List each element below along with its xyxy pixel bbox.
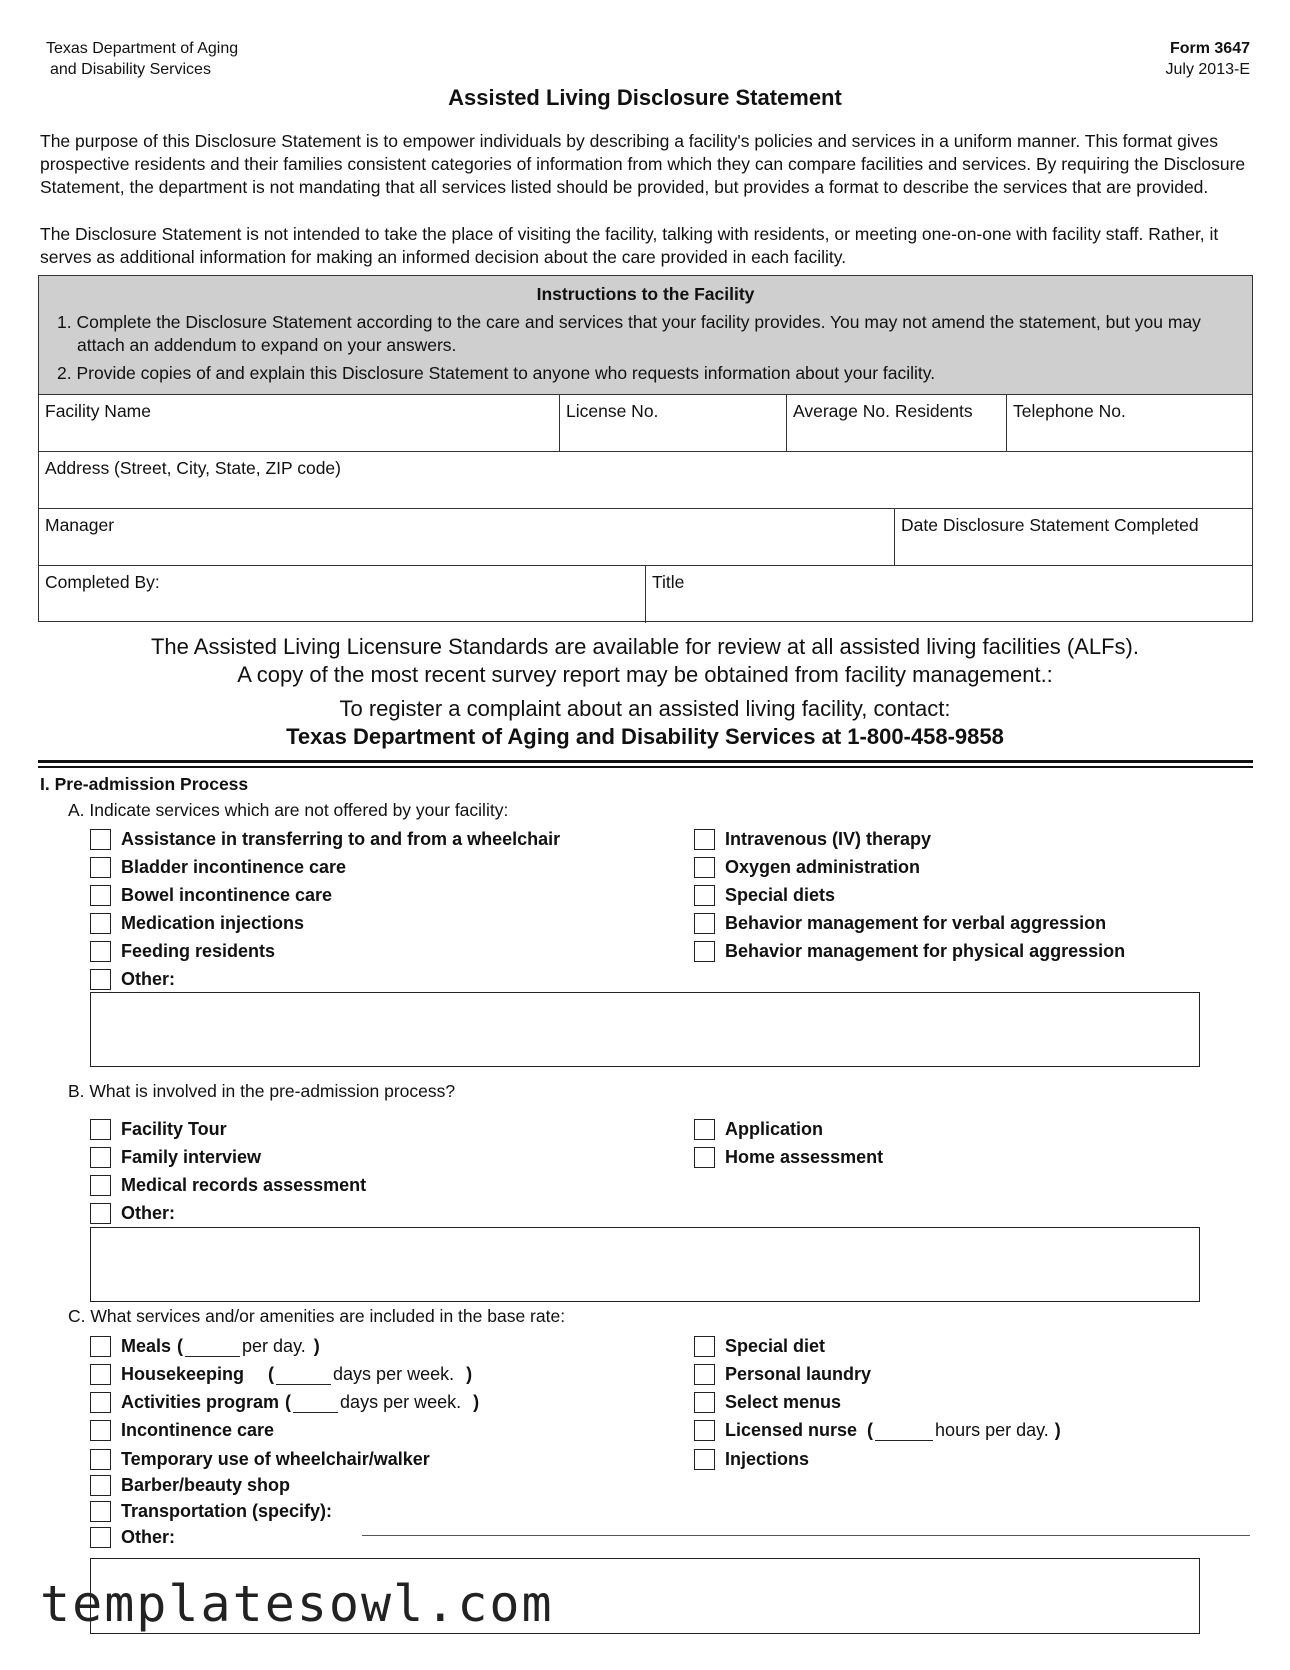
checkbox[interactable] (694, 1392, 715, 1413)
transportation-specify-line[interactable] (362, 1535, 1250, 1536)
option-label: Special diets (725, 884, 836, 905)
question-c: C. What services and/or amenities are included in the base rate: (68, 1306, 566, 1326)
checkbox[interactable] (694, 1449, 715, 1470)
option-label: Meals (121, 1335, 172, 1356)
option-label: Other: (121, 968, 175, 989)
option-licensed-nurse[interactable]: Licensed nurse ( hours per day. ) (694, 1418, 1061, 1442)
facility-row-4 (39, 566, 1252, 623)
manager-field[interactable] (39, 509, 894, 565)
checkbox[interactable] (694, 1147, 715, 1168)
checkbox[interactable] (90, 1392, 111, 1413)
intro-paragraph-1: The purpose of this Disclosure Statement is to empower individuals by describing a facility's policies and services in a uniform manner. This format gives prospective residents and their families consistent categories of information from which they can compare facilities and services. By requiring the Disclosure Statement, the department is not mandating that all services listed should be provided, but provides a format to describe the services that are provided. (40, 131, 1246, 197)
nurse-hours-blank[interactable] (875, 1419, 933, 1441)
option-home-assessment[interactable] (694, 1145, 883, 1169)
checkbox[interactable] (90, 1203, 111, 1224)
option-label: Housekeeping (121, 1363, 245, 1384)
instruction-2: 2. Provide copies of and explain this Disclosure Statement to anyone who requests information about your facility. (57, 363, 936, 383)
option-label: Special diet (725, 1335, 826, 1356)
agency-line-1: Texas Department of Aging (46, 40, 239, 57)
telephone-field[interactable] (1006, 395, 1251, 451)
page-title: Assisted Living Disclosure Statement (448, 85, 842, 110)
option-label: Facility Tour (121, 1118, 227, 1139)
intro-paragraph-2: The Disclosure Statement is not intended to take the place of visiting the facility, talking with residents, or meeting one-on-one with facility staff. Rather, it serves as additional information for making an informed decision about the care provided in each facility. (40, 224, 1219, 267)
option-label: Injections (725, 1448, 810, 1469)
option-label: Assistance in transferring to and from a wheelchair (121, 828, 561, 849)
option-label: Other: (121, 1526, 175, 1547)
option-other-a[interactable] (90, 967, 175, 991)
other-a-textbox[interactable] (90, 992, 1200, 1067)
date-completed-label: Date Disclosure Statement Completed (901, 515, 1199, 535)
form-id (1166, 38, 1251, 80)
address-label: Address (Street, City, State, ZIP code) (45, 458, 341, 478)
form-date: July 2013-E (1165, 61, 1250, 78)
form-number: Form 3647 (1169, 40, 1250, 57)
option-injections[interactable] (694, 1447, 809, 1471)
completed-by-label: Completed By: (45, 572, 160, 592)
checkbox[interactable] (694, 941, 715, 962)
checkbox[interactable] (694, 1119, 715, 1140)
checkbox[interactable] (90, 857, 111, 878)
option-special-diet[interactable] (694, 1334, 825, 1358)
activities-days-blank[interactable] (293, 1391, 338, 1413)
option-medication-injections[interactable] (90, 911, 304, 935)
option-label: Intravenous (IV) therapy (725, 828, 932, 849)
days-week-label: days per week. (333, 1363, 455, 1384)
option-iv-therapy[interactable] (694, 827, 931, 851)
option-activities[interactable]: Activities program ( days per week. ) (90, 1390, 479, 1414)
option-label: Application (725, 1118, 823, 1139)
option-bowel-care[interactable] (90, 883, 332, 907)
agency-name (46, 38, 238, 80)
days-week-label: days per week. (340, 1391, 462, 1412)
agency-line-2: and Disability Services (50, 61, 211, 78)
checkbox[interactable] (694, 885, 715, 906)
section-divider (38, 760, 1253, 763)
option-label: Oxygen administration (725, 856, 921, 877)
checkbox[interactable] (694, 1364, 715, 1385)
option-other-b[interactable] (90, 1201, 175, 1225)
option-incontinence[interactable] (90, 1418, 274, 1442)
option-meals[interactable]: Meals ( per day. ) (90, 1334, 320, 1358)
option-application[interactable] (694, 1117, 823, 1141)
checkbox[interactable] (694, 913, 715, 934)
checkbox[interactable] (694, 1420, 715, 1441)
option-label: Barber/beauty shop (121, 1474, 291, 1495)
option-label: Family interview (121, 1146, 262, 1167)
option-label: Feeding residents (121, 940, 276, 961)
checkbox[interactable] (90, 1147, 111, 1168)
option-label: Bladder incontinence care (121, 856, 347, 877)
option-label: Other: (121, 1202, 175, 1223)
option-personal-laundry[interactable] (694, 1362, 871, 1386)
option-family-interview[interactable] (90, 1145, 261, 1169)
housekeeping-days-blank[interactable] (276, 1363, 331, 1385)
licensure-note: The Assisted Living Licensure Standards are available for review at all assisted living facilities (ALFs). (150, 634, 1139, 659)
option-transportation[interactable] (90, 1499, 332, 1523)
manager-label: Manager (45, 515, 115, 535)
checkbox[interactable] (90, 1119, 111, 1140)
checkbox[interactable] (90, 885, 111, 906)
checkbox[interactable] (694, 829, 715, 850)
option-label: Transportation (specify): (121, 1500, 333, 1521)
meals-count-blank[interactable] (185, 1335, 240, 1357)
option-physical-aggression[interactable] (694, 939, 1125, 963)
avg-residents-label: Average No. Residents (793, 401, 973, 421)
option-wheelchair-transfer[interactable] (90, 827, 560, 851)
checkbox[interactable] (90, 1336, 111, 1357)
option-label: Behavior management for physical aggression (725, 940, 1126, 961)
watermark: templatesowl.com (40, 1575, 554, 1633)
option-label: Medication injections (121, 912, 305, 933)
option-housekeeping[interactable]: Housekeeping ( days per week. ) (90, 1362, 472, 1386)
checkbox[interactable] (90, 1527, 111, 1548)
checkbox[interactable] (90, 829, 111, 850)
option-special-diets[interactable] (694, 883, 835, 907)
section-divider-thin (38, 766, 1253, 768)
completed-by-field[interactable] (39, 566, 645, 623)
checkbox[interactable] (90, 1420, 111, 1441)
facility-name-label: Facility Name (45, 401, 151, 421)
checkbox[interactable] (694, 857, 715, 878)
option-label: Temporary use of wheelchair/walker (121, 1448, 430, 1469)
option-oxygen[interactable] (694, 855, 920, 879)
other-b-textbox[interactable] (90, 1227, 1200, 1302)
complaint-note: To register a complaint about an assisted living facility, contact: (339, 696, 951, 721)
title-label: Title (652, 572, 685, 592)
checkbox[interactable] (90, 1501, 111, 1522)
checkbox[interactable] (90, 1475, 111, 1496)
section-title: I. Pre-admission Process (40, 774, 249, 794)
option-label: Behavior management for verbal aggression (725, 912, 1107, 933)
checkbox[interactable] (90, 1175, 111, 1196)
checkbox[interactable] (90, 1449, 111, 1470)
hours-day-label: hours per day. (935, 1419, 1049, 1440)
option-label: Medical records assessment (121, 1174, 367, 1195)
complaint-contact: Texas Department of Aging and Disability Services at 1-800-458-9858 (286, 724, 1004, 749)
option-wheelchair-walker[interactable] (90, 1447, 430, 1471)
option-label: Select menus (725, 1391, 842, 1412)
question-b: B. What is involved in the pre-admission process? (68, 1081, 456, 1101)
instruction-1: 1. Complete the Disclosure Statement according to the care and services that your facility provides. You may not amend the statement, but you may attach an addendum to expand on your answers. (57, 312, 1201, 355)
checkbox[interactable] (90, 941, 111, 962)
facility-info-form (38, 275, 1253, 622)
survey-note: A copy of the most recent survey report may be obtained from facility management.: (237, 662, 1053, 687)
license-no-field[interactable] (559, 395, 786, 451)
checkbox[interactable] (90, 969, 111, 990)
facility-row-1 (39, 395, 1252, 452)
option-barber[interactable] (90, 1473, 290, 1497)
date-completed-field[interactable] (894, 509, 1251, 565)
instructions-panel (39, 276, 1252, 395)
avg-residents-field[interactable] (786, 395, 1006, 451)
title-field[interactable] (645, 566, 1251, 623)
telephone-label: Telephone No. (1013, 401, 1126, 421)
question-a: A. Indicate services which are not offered by your facility: (68, 800, 509, 820)
option-select-menus[interactable] (694, 1390, 841, 1414)
option-label: Activities program (121, 1391, 280, 1412)
option-other-c[interactable] (90, 1525, 175, 1549)
option-label: Home assessment (725, 1146, 884, 1167)
facility-row-2 (39, 452, 1252, 509)
address-field[interactable] (39, 452, 1252, 508)
option-verbal-aggression[interactable] (694, 911, 1106, 935)
option-label: Incontinence care (121, 1419, 275, 1440)
license-no-label: License No. (566, 401, 659, 421)
option-facility-tour[interactable] (90, 1117, 227, 1141)
facility-row-3 (39, 509, 1252, 566)
checkbox[interactable] (90, 913, 111, 934)
checkbox[interactable] (694, 1336, 715, 1357)
checkbox[interactable] (90, 1364, 111, 1385)
instructions-title: Instructions to the Facility (536, 284, 755, 304)
per-day-label: per day. (242, 1335, 306, 1356)
facility-name-field[interactable] (39, 395, 559, 451)
option-feeding[interactable] (90, 939, 275, 963)
option-label: Personal laundry (725, 1363, 872, 1384)
option-medical-records[interactable] (90, 1173, 366, 1197)
option-bladder-care[interactable] (90, 855, 346, 879)
option-label: Licensed nurse (725, 1419, 858, 1440)
option-label: Bowel incontinence care (121, 884, 333, 905)
